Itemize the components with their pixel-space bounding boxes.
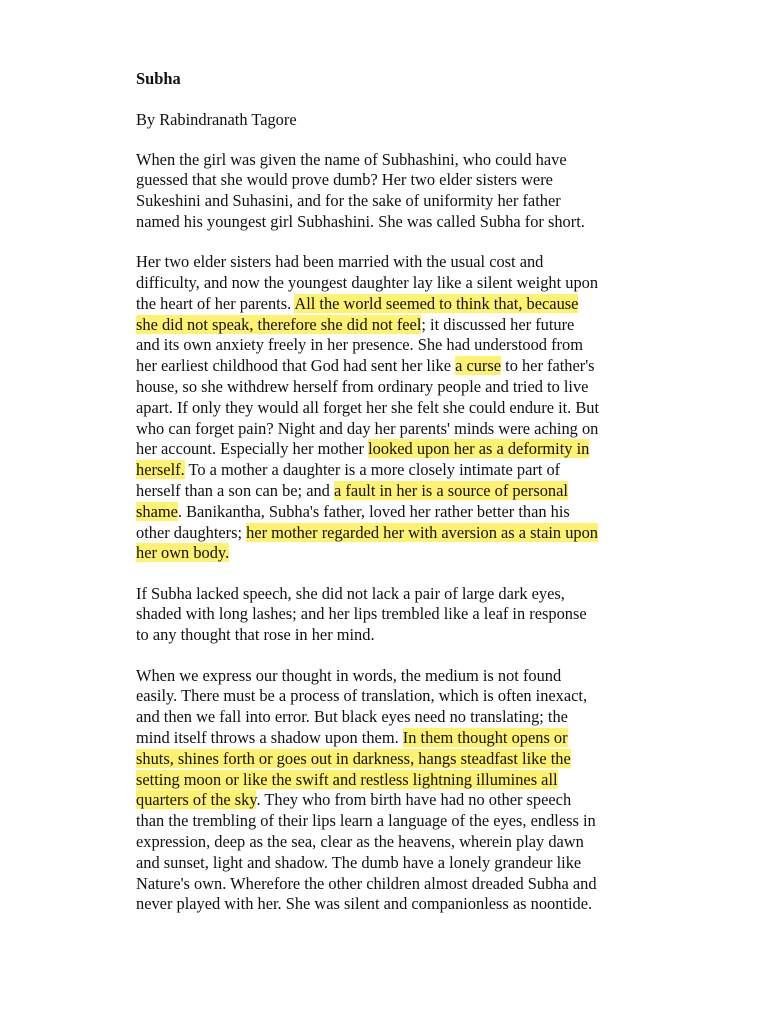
document-title: Subha	[136, 69, 181, 88]
text-line	[136, 315, 636, 336]
text-line	[136, 252, 636, 273]
text-line	[136, 294, 636, 315]
text-segment: ; it discussed her future	[421, 314, 575, 334]
text-segment: easily. There must be a process of translation, which is often inexact,	[136, 686, 588, 706]
document-page	[136, 68, 636, 915]
text-segment: and then we fall into error. But black eyes need no translating; the	[136, 707, 568, 727]
text-line	[136, 273, 636, 294]
text-segment: never played with her. She was silent and companionless as noontide.	[136, 894, 593, 914]
text-segment: . They who from birth have had no other speech	[256, 790, 572, 810]
paragraph	[136, 666, 636, 916]
highlighted-text: a fault in her is a source of personal	[333, 480, 568, 500]
text-segment: and its own anxiety freely in her presence. She had understood from	[136, 335, 583, 355]
text-line	[136, 853, 636, 874]
text-line	[136, 481, 636, 502]
text-line	[136, 625, 636, 646]
text-segment: Her two elder sisters had been married with the usual cost and	[136, 252, 544, 272]
text-line	[136, 749, 636, 770]
highlighted-text: her mother regarded her with aversion as a stain upon	[246, 522, 598, 542]
text-segment: than the trembling of their lips learn a language of the eyes, endless in	[136, 811, 596, 831]
text-line	[136, 212, 636, 233]
text-segment: difficulty, and now the youngest daughter lay like a silent weight upon	[136, 272, 599, 292]
text-segment: When we express our thought in words, the medium is not found	[136, 665, 562, 685]
text-line	[136, 811, 636, 832]
text-line	[136, 419, 636, 440]
text-line	[136, 686, 636, 707]
text-segment: her earliest childhood that God had sent her like	[136, 356, 456, 376]
text-segment: house, so she withdrew herself from ordinary people and tried to live	[136, 376, 589, 396]
text-line	[136, 770, 636, 791]
highlighted-text: In them thought opens or	[402, 727, 568, 747]
paragraph	[136, 150, 636, 233]
text-segment: To a mother a daughter is a more closely intimate part of	[184, 460, 561, 480]
highlighted-text: she did not speak, therefore she did not feel	[136, 314, 422, 334]
highlighted-text: a curse	[455, 356, 502, 376]
paragraph	[136, 584, 636, 646]
text-segment: Nature's own. Wherefore the other children almost dreaded Subha and	[136, 873, 597, 893]
text-line	[136, 874, 636, 895]
text-segment: Sukeshini and Suhasini, and for the sake of uniformity her father	[136, 191, 561, 211]
text-segment: herself than a son can be; and	[136, 480, 334, 500]
text-line	[136, 894, 636, 915]
text-segment: the heart of her parents.	[136, 293, 295, 313]
text-line	[136, 832, 636, 853]
text-line	[136, 356, 636, 377]
document-body	[136, 150, 636, 916]
text-line	[136, 666, 636, 687]
text-line	[136, 335, 636, 356]
text-line	[136, 584, 636, 605]
highlighted-text: shame	[136, 501, 178, 521]
text-line	[136, 439, 636, 460]
text-segment: shaded with long lashes; and her lips trembled like a leaf in response	[136, 604, 587, 624]
text-line	[136, 790, 636, 811]
text-segment: to any thought that rose in her mind.	[136, 625, 375, 645]
text-line	[136, 191, 636, 212]
text-segment: . Banikantha, Subha's father, loved her rather better than his	[177, 501, 570, 521]
text-segment: named his youngest girl Subhashini. She was called Subha for short.	[136, 211, 585, 231]
text-line	[136, 150, 636, 171]
paragraph	[136, 252, 636, 564]
highlighted-text: All the world seemed to think that, because	[294, 293, 579, 313]
text-segment: expression, deep as the sea, clear as the heavens, wherein play dawn	[136, 831, 584, 851]
text-segment: other daughters;	[136, 522, 247, 542]
text-segment: guessed that she would prove dumb? Her two elder sisters were	[136, 170, 553, 190]
text-segment: to her father's	[501, 356, 595, 376]
text-segment: apart. If only they would all forget her she felt she could endure it. But	[136, 397, 600, 417]
text-line	[136, 523, 636, 544]
text-line	[136, 398, 636, 419]
text-line	[136, 170, 636, 191]
text-segment: who can forget pain? Night and day her parents' minds were aching on	[136, 418, 599, 438]
highlighted-text: quarters of the sky	[136, 790, 257, 810]
text-segment: her account. Especially her mother	[136, 439, 369, 459]
highlighted-text: setting moon or like the swift and restless lightning illumines all	[136, 769, 558, 789]
text-segment: mind itself throws a shadow upon them.	[136, 727, 403, 747]
highlighted-text: shuts, shines forth or goes out in darkness, hangs steadfast like the	[136, 748, 571, 768]
text-line	[136, 502, 636, 523]
document-byline: By Rabindranath Tagore	[136, 110, 297, 129]
text-segment: and sunset, light and shadow. The dumb have a lonely grandeur like	[136, 852, 582, 872]
text-line	[136, 604, 636, 625]
text-line	[136, 377, 636, 398]
text-line	[136, 707, 636, 728]
text-line	[136, 728, 636, 749]
highlighted-text: looked upon her as a deformity in	[368, 439, 590, 459]
text-segment: If Subha lacked speech, she did not lack a pair of large dark eyes,	[136, 583, 565, 603]
text-line	[136, 460, 636, 481]
highlighted-text: herself.	[136, 460, 185, 480]
highlighted-text: her own body.	[136, 543, 230, 563]
text-segment: When the girl was given the name of Subhashini, who could have	[136, 149, 567, 169]
text-line	[136, 543, 636, 564]
